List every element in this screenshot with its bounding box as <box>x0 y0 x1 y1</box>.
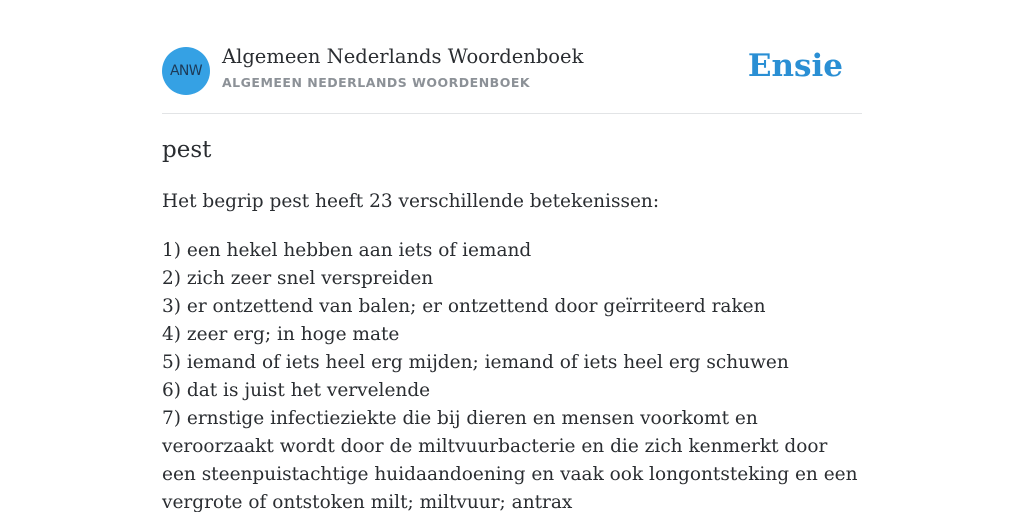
entry-intro: Het begrip pest heeft 23 verschillende betekenissen: <box>162 191 660 212</box>
meaning-item: 4) zeer erg; in hoge mate <box>162 324 400 345</box>
meaning-item: 6) dat is juist het vervelende <box>162 380 431 401</box>
site-header <box>162 0 862 114</box>
meaning-item: 7) ernstige infectieziekte die bij dieren en mensen voorkomt en veroorzaakt wordt door de miltvuurbacterie en die zich kenmerkt door een steenpuistachtige huidaandoening en vaak ook longontsteking en een vergrote of ontstoken milt; miltvuur; antrax <box>162 408 858 512</box>
ensie-brand-logo[interactable]: Ensie <box>747 48 843 84</box>
entry-word: pest <box>162 137 212 163</box>
meaning-item: 3) er ontzettend van balen; er ontzettend door geïrriteerd raken <box>162 296 766 317</box>
meaning-item: 5) iemand of iets heel erg mijden; iemand of iets heel erg schuwen <box>162 352 789 373</box>
meaning-item: 1) een hekel hebben aan iets of iemand <box>162 240 532 261</box>
site-subtitle: ALGEMEEN NEDERLANDS WOORDENBOEK <box>222 75 531 90</box>
content-container <box>162 0 862 512</box>
anw-logo[interactable]: ANW <box>162 47 210 95</box>
meaning-item: 2) zich zeer snel verspreiden <box>162 268 434 289</box>
meanings-list <box>162 237 862 512</box>
site-title[interactable]: Algemeen Nederlands Woordenboek <box>222 45 584 68</box>
